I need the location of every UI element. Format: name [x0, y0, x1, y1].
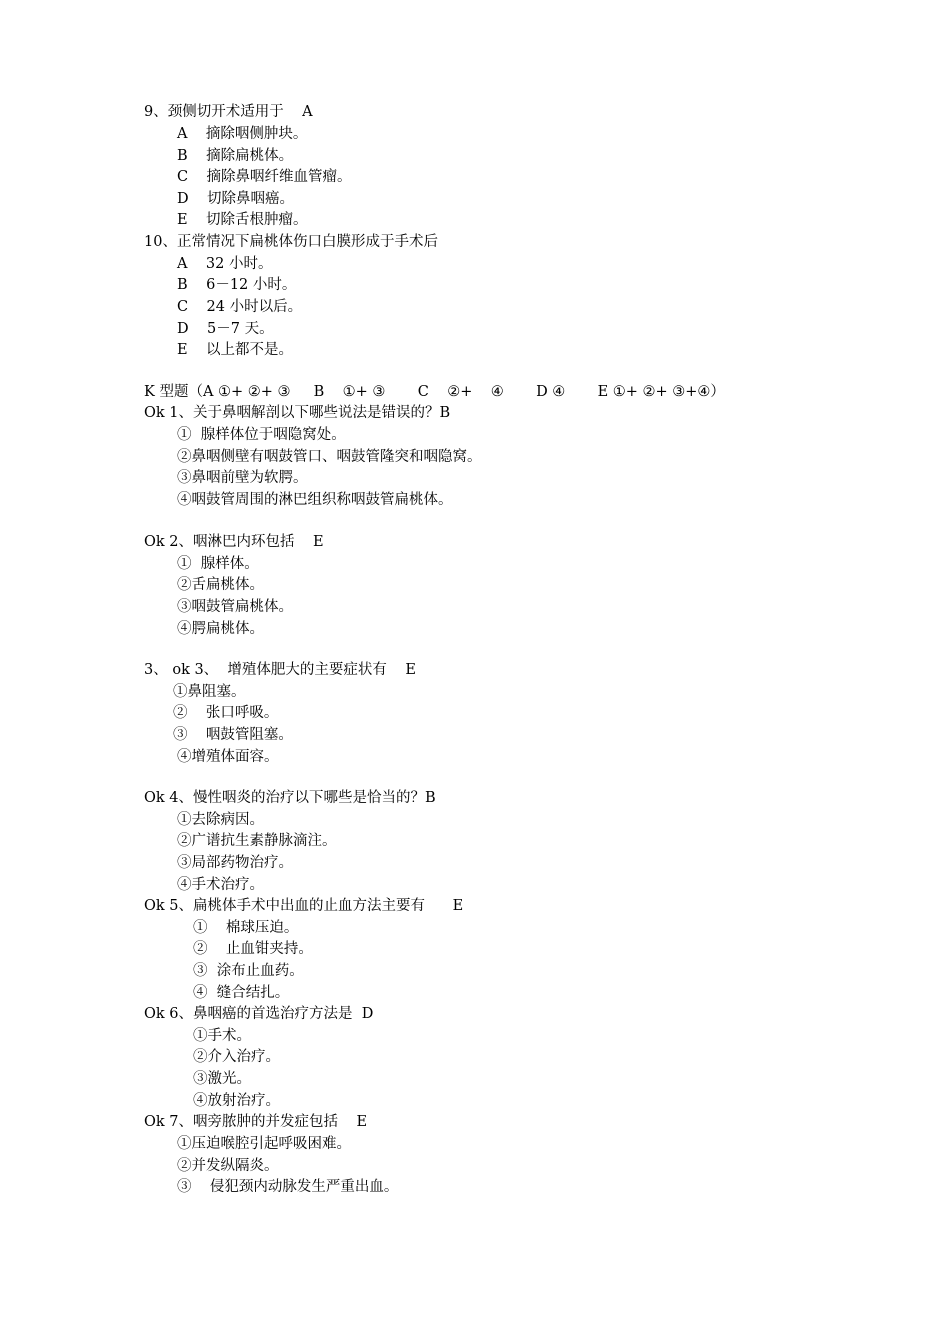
k-question-7-item-3: ③ 侵犯颈内动脉发生严重出血。 [177, 1179, 399, 1195]
question-10-option-b: B 6－12 小时。 [177, 277, 297, 293]
k-question-5-item-2: ② 止血钳夹持。 [193, 941, 313, 957]
question-9-option-c: C 摘除鼻咽纤维血管瘤。 [177, 169, 352, 185]
k-question-7-item-1: ①压迫喉腔引起呼吸困难。 [177, 1136, 351, 1152]
question-10-option-c: C 24 小时以后。 [177, 299, 303, 315]
k-question-3-item-4: ④增殖体面容。 [177, 749, 279, 765]
question-10-option-d: D 5－7 天。 [177, 321, 274, 337]
k-question-2-item-3: ③咽鼓管扁桃体。 [177, 599, 293, 615]
question-10-option-a: A 32 小时。 [177, 256, 273, 272]
k-question-6-item-3: ③激光。 [193, 1071, 251, 1087]
k-question-4-stem: Ok 4、慢性咽炎的治疗以下哪些是恰当的？B [144, 790, 436, 806]
k-question-4-item-1: ①去除病因。 [177, 812, 264, 828]
k-question-5-item-3: ③ 涂布止血药。 [193, 963, 304, 979]
k-question-4-item-4: ④手术治疗。 [177, 877, 264, 893]
question-9-option-d: D 切除鼻咽癌。 [177, 191, 295, 207]
k-question-1-item-1: ① 腺样体位于咽隐窝处。 [177, 427, 346, 443]
k-question-4-item-3: ③局部药物治疗。 [177, 855, 293, 871]
k-question-6-item-2: ②介入治疗。 [193, 1049, 280, 1065]
question-10-stem: 10、正常情况下扁桃体伤口白膜形成于手术后 [144, 234, 438, 250]
k-question-6-item-1: ①手术。 [193, 1028, 251, 1044]
k-question-7-stem: Ok 7、咽旁脓肿的并发症包括 E [144, 1114, 368, 1130]
k-type-header: K 型题（A ①+ ②+ ③ B ①+ ③ C ②+ ④ D ④ E ①+ ②+ ③+④） [144, 384, 725, 400]
k-question-3-item-3: ③ 咽鼓管阻塞。 [173, 727, 293, 743]
k-question-4-item-2: ②广谱抗生素静脉滴注。 [177, 833, 337, 849]
k-question-5-item-4: ④ 缝合结扎。 [193, 985, 290, 1001]
question-9-option-a: A 摘除咽侧肿块。 [177, 126, 308, 142]
k-question-1-item-4: ④咽鼓管周围的淋巴组织称咽鼓管扁桃体。 [177, 492, 453, 508]
k-question-3-item-1: ①鼻阻塞。 [173, 684, 246, 700]
k-question-1-stem: Ok 1、关于鼻咽解剖以下哪些说法是错误的？B [144, 405, 451, 421]
question-9-option-e: E 切除舌根肿瘤。 [177, 212, 308, 228]
question-9-stem: 9、颈侧切开术适用于 A [144, 104, 313, 120]
k-question-5-stem: Ok 5、扁桃体手术中出血的止血方法主要有 E [144, 898, 464, 914]
k-question-1-item-3: ③鼻咽前壁为软腭。 [177, 470, 308, 486]
question-9-option-b: B 摘除扁桃体。 [177, 148, 294, 164]
k-question-2-item-1: ① 腺样体。 [177, 556, 259, 572]
k-question-3-item-2: ② 张口呼吸。 [173, 705, 279, 721]
k-question-2-item-4: ④腭扁桃体。 [177, 621, 264, 637]
k-question-5-item-1: ① 棉球压迫。 [193, 920, 299, 936]
k-question-6-stem: Ok 6、鼻咽癌的首选治疗方法是 D [144, 1006, 374, 1022]
k-question-7-item-2: ②并发纵隔炎。 [177, 1158, 279, 1174]
k-question-2-stem: Ok 2、咽淋巴内环包括 E [144, 534, 324, 550]
question-10-option-e: E 以上都不是。 [177, 342, 294, 358]
k-question-2-item-2: ②舌扁桃体。 [177, 577, 264, 593]
k-question-6-item-4: ④放射治疗。 [193, 1093, 280, 1109]
k-question-3-stem: 3、 ok 3、 增殖体肥大的主要症状有 E [144, 662, 416, 678]
k-question-1-item-2: ②鼻咽侧壁有咽鼓管口、咽鼓管隆突和咽隐窝。 [177, 449, 482, 465]
